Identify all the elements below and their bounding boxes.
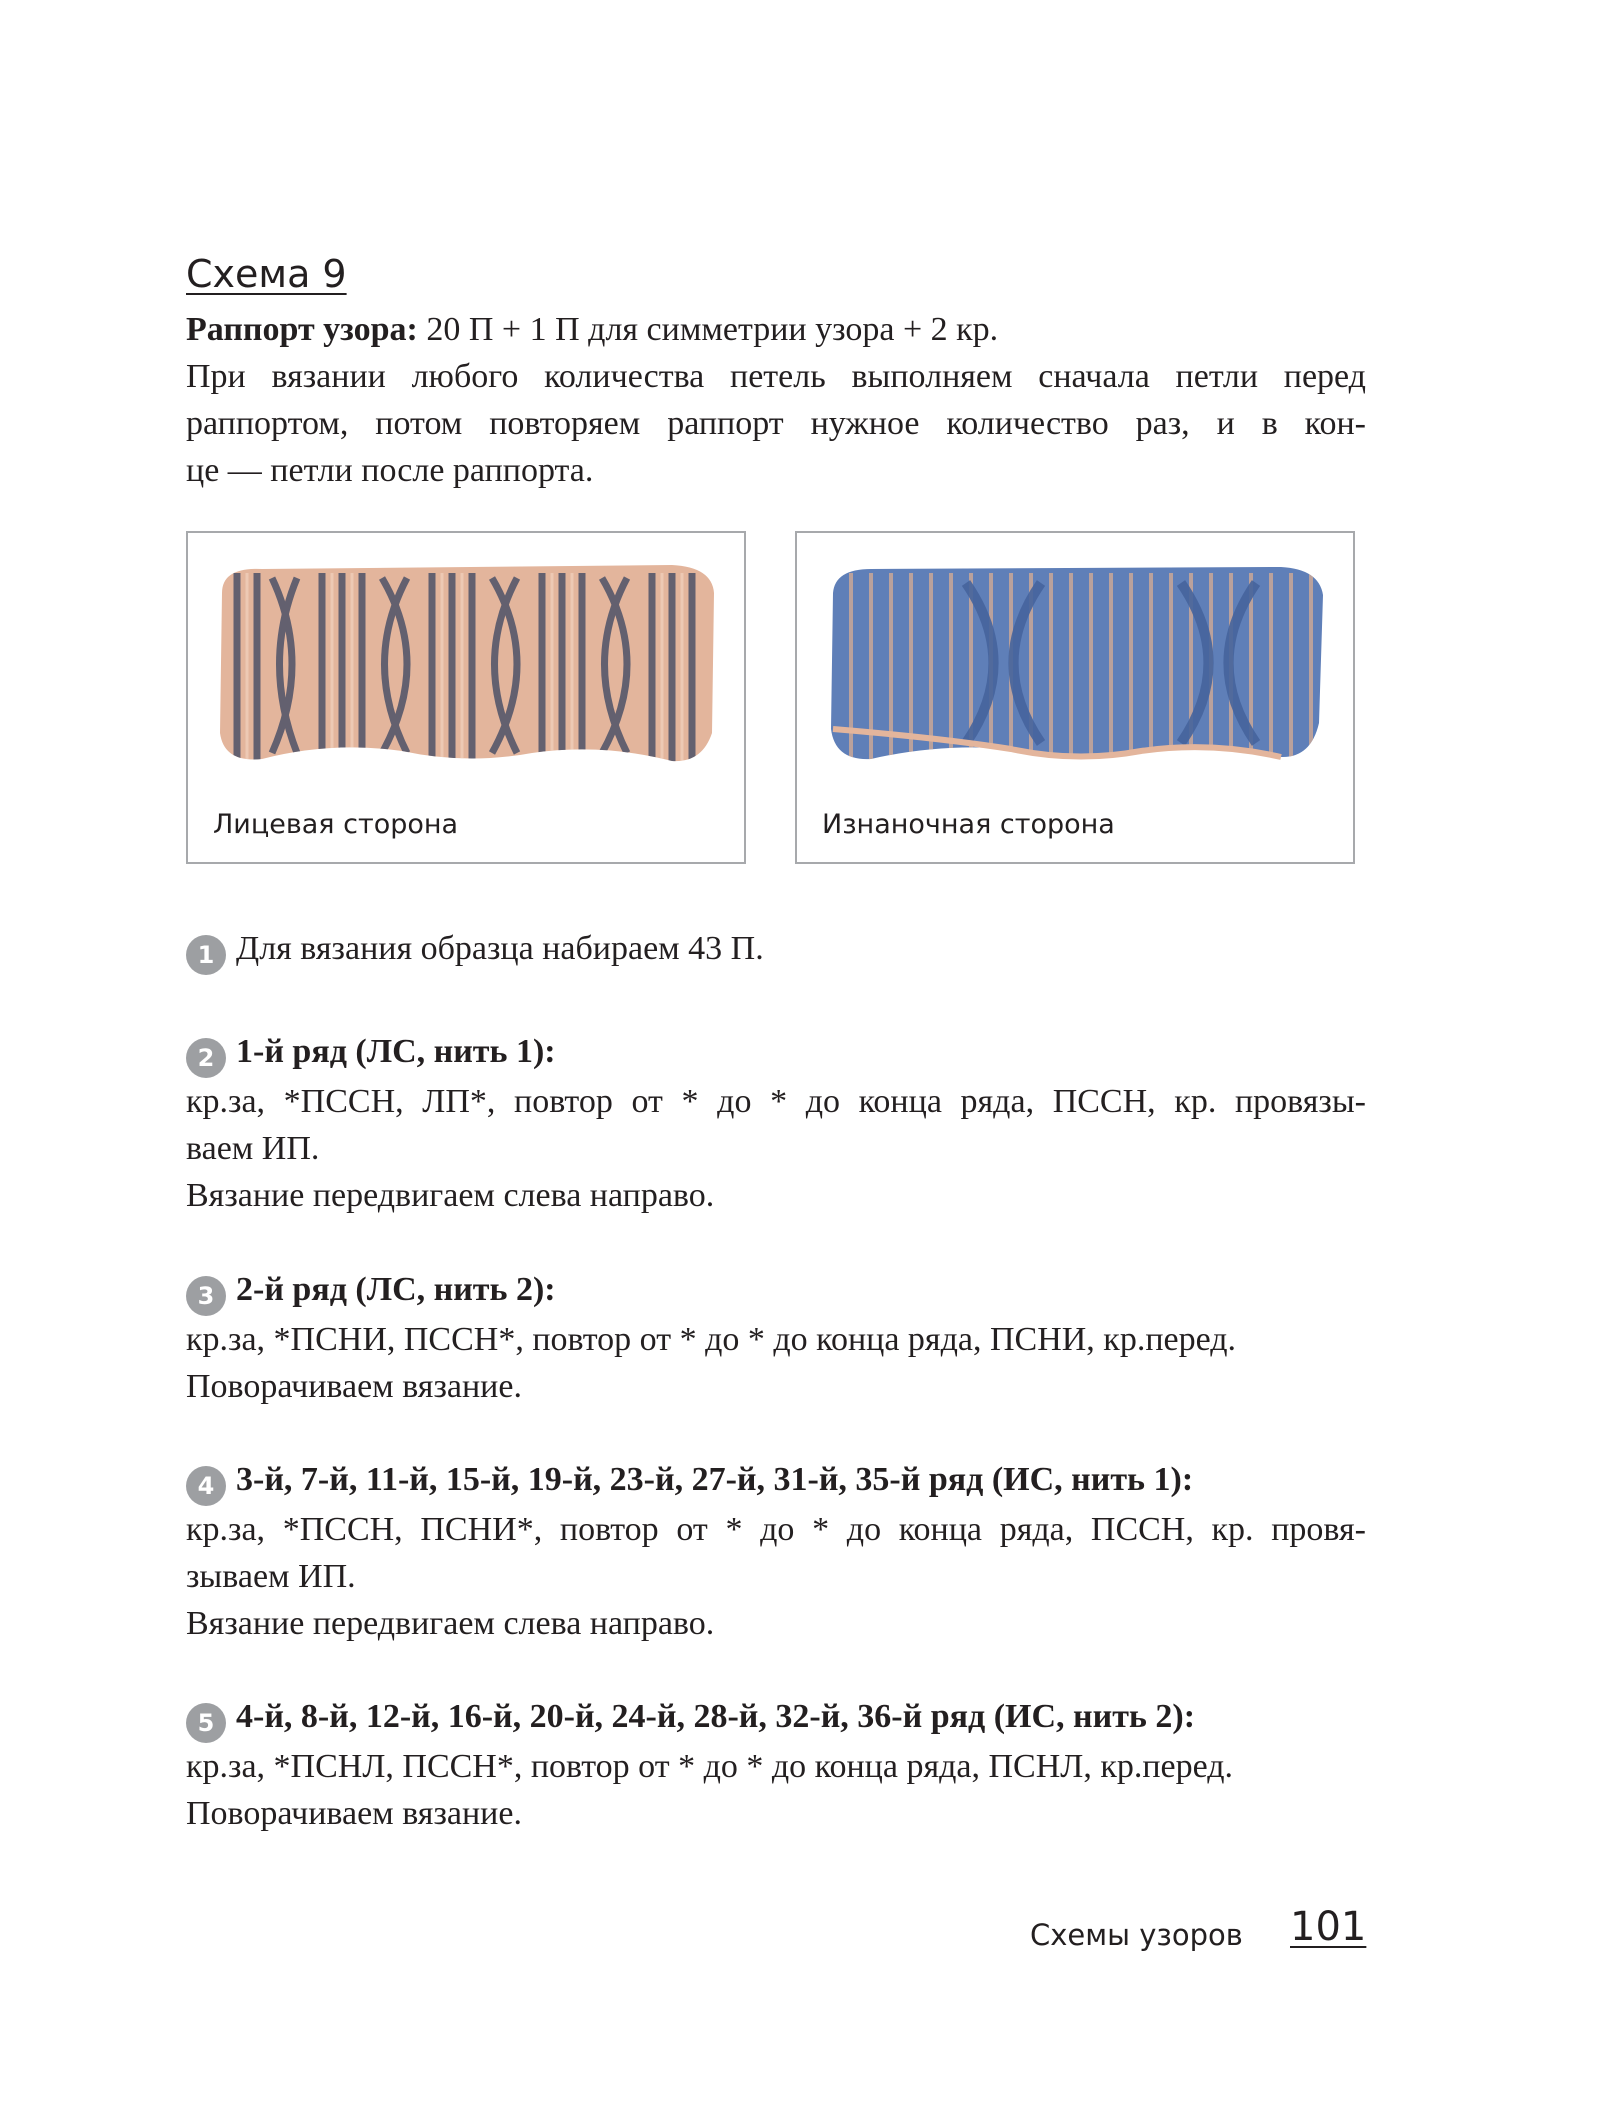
step-2-line-2: ваем ИП. — [186, 1130, 320, 1167]
step-1-text: Для вязания образца набираем 43 П. — [236, 930, 764, 967]
step-number-badge: 1 — [186, 935, 226, 975]
intro-line-1: При вязании любого количества петель выполняем сначала петли перед — [186, 358, 1366, 395]
rapport-label: Раппорт узора: — [186, 311, 418, 348]
step-3-heading: 2-й ряд (ЛС, нить 2): — [236, 1271, 556, 1308]
step-1 — [186, 925, 1366, 975]
face-side-photo-frame — [186, 531, 746, 864]
rapport-text: 20 П + 1 П для симметрии узора + 2 кр. — [417, 311, 999, 348]
step-3 — [186, 1266, 1366, 1410]
footer-section-title: Схемы узоров — [1030, 1918, 1243, 1952]
step-4 — [186, 1456, 1366, 1647]
step-number-badge: 2 — [186, 1038, 226, 1078]
step-2-heading: 1-й ряд (ЛС, нить 1): — [236, 1033, 556, 1070]
intro-line-2: раппортом, потом повторяем раппорт нужное количество раз, и в кон- — [186, 405, 1366, 442]
intro-paragraph — [186, 353, 1366, 494]
schema-title: Схема 9 — [186, 252, 347, 296]
step-number-badge: 5 — [186, 1703, 226, 1743]
step-5-line-1: кр.за, *ПСНЛ, ПССН*, повтор от * до * до конца ряда, ПСНЛ, кр.перед. — [186, 1748, 1234, 1785]
step-4-heading: 3-й, 7-й, 11-й, 15-й, 19-й, 23-й, 27-й, 31-й, 35-й ряд (ИС, нить 1): — [236, 1461, 1194, 1498]
step-number-badge: 4 — [186, 1466, 226, 1506]
face-side-caption: Лицевая сторона — [213, 809, 459, 840]
purl-side-caption: Изнаночная сторона — [822, 809, 1115, 840]
step-2-line-1: кр.за, *ПССН, ЛП*, повтор от * до * до конца ряда, ПССН, кр. провязы- — [186, 1083, 1366, 1120]
step-3-line-1: кр.за, *ПСНИ, ПССН*, повтор от * до * до конца ряда, ПСНИ, кр.перед. — [186, 1321, 1237, 1358]
purl-side-photo-frame — [795, 531, 1355, 864]
step-5 — [186, 1693, 1366, 1837]
step-5-heading: 4-й, 8-й, 12-й, 16-й, 20-й, 24-й, 28-й, 32-й, 36-й ряд (ИС, нить 2): — [236, 1698, 1196, 1735]
face-side-swatch-image — [202, 553, 732, 783]
intro-line-3: це — петли после раппорта. — [186, 452, 594, 489]
step-4-line-2: зываем ИП. — [186, 1558, 356, 1595]
step-number-badge: 3 — [186, 1276, 226, 1316]
step-2 — [186, 1028, 1366, 1219]
step-2-line-3: Вязание передвигаем слева направо. — [186, 1177, 715, 1214]
purl-side-swatch-image — [811, 553, 1341, 783]
step-4-line-3: Вязание передвигаем слева направо. — [186, 1605, 715, 1642]
page-number: 101 — [1290, 1904, 1367, 1950]
rapport-line — [186, 306, 1366, 353]
step-4-line-1: кр.за, *ПССН, ПСНИ*, повтор от * до * до конца ряда, ПССН, кр. провя- — [186, 1511, 1366, 1548]
step-5-line-2: Поворачиваем вязание. — [186, 1795, 522, 1832]
step-3-line-2: Поворачиваем вязание. — [186, 1368, 522, 1405]
